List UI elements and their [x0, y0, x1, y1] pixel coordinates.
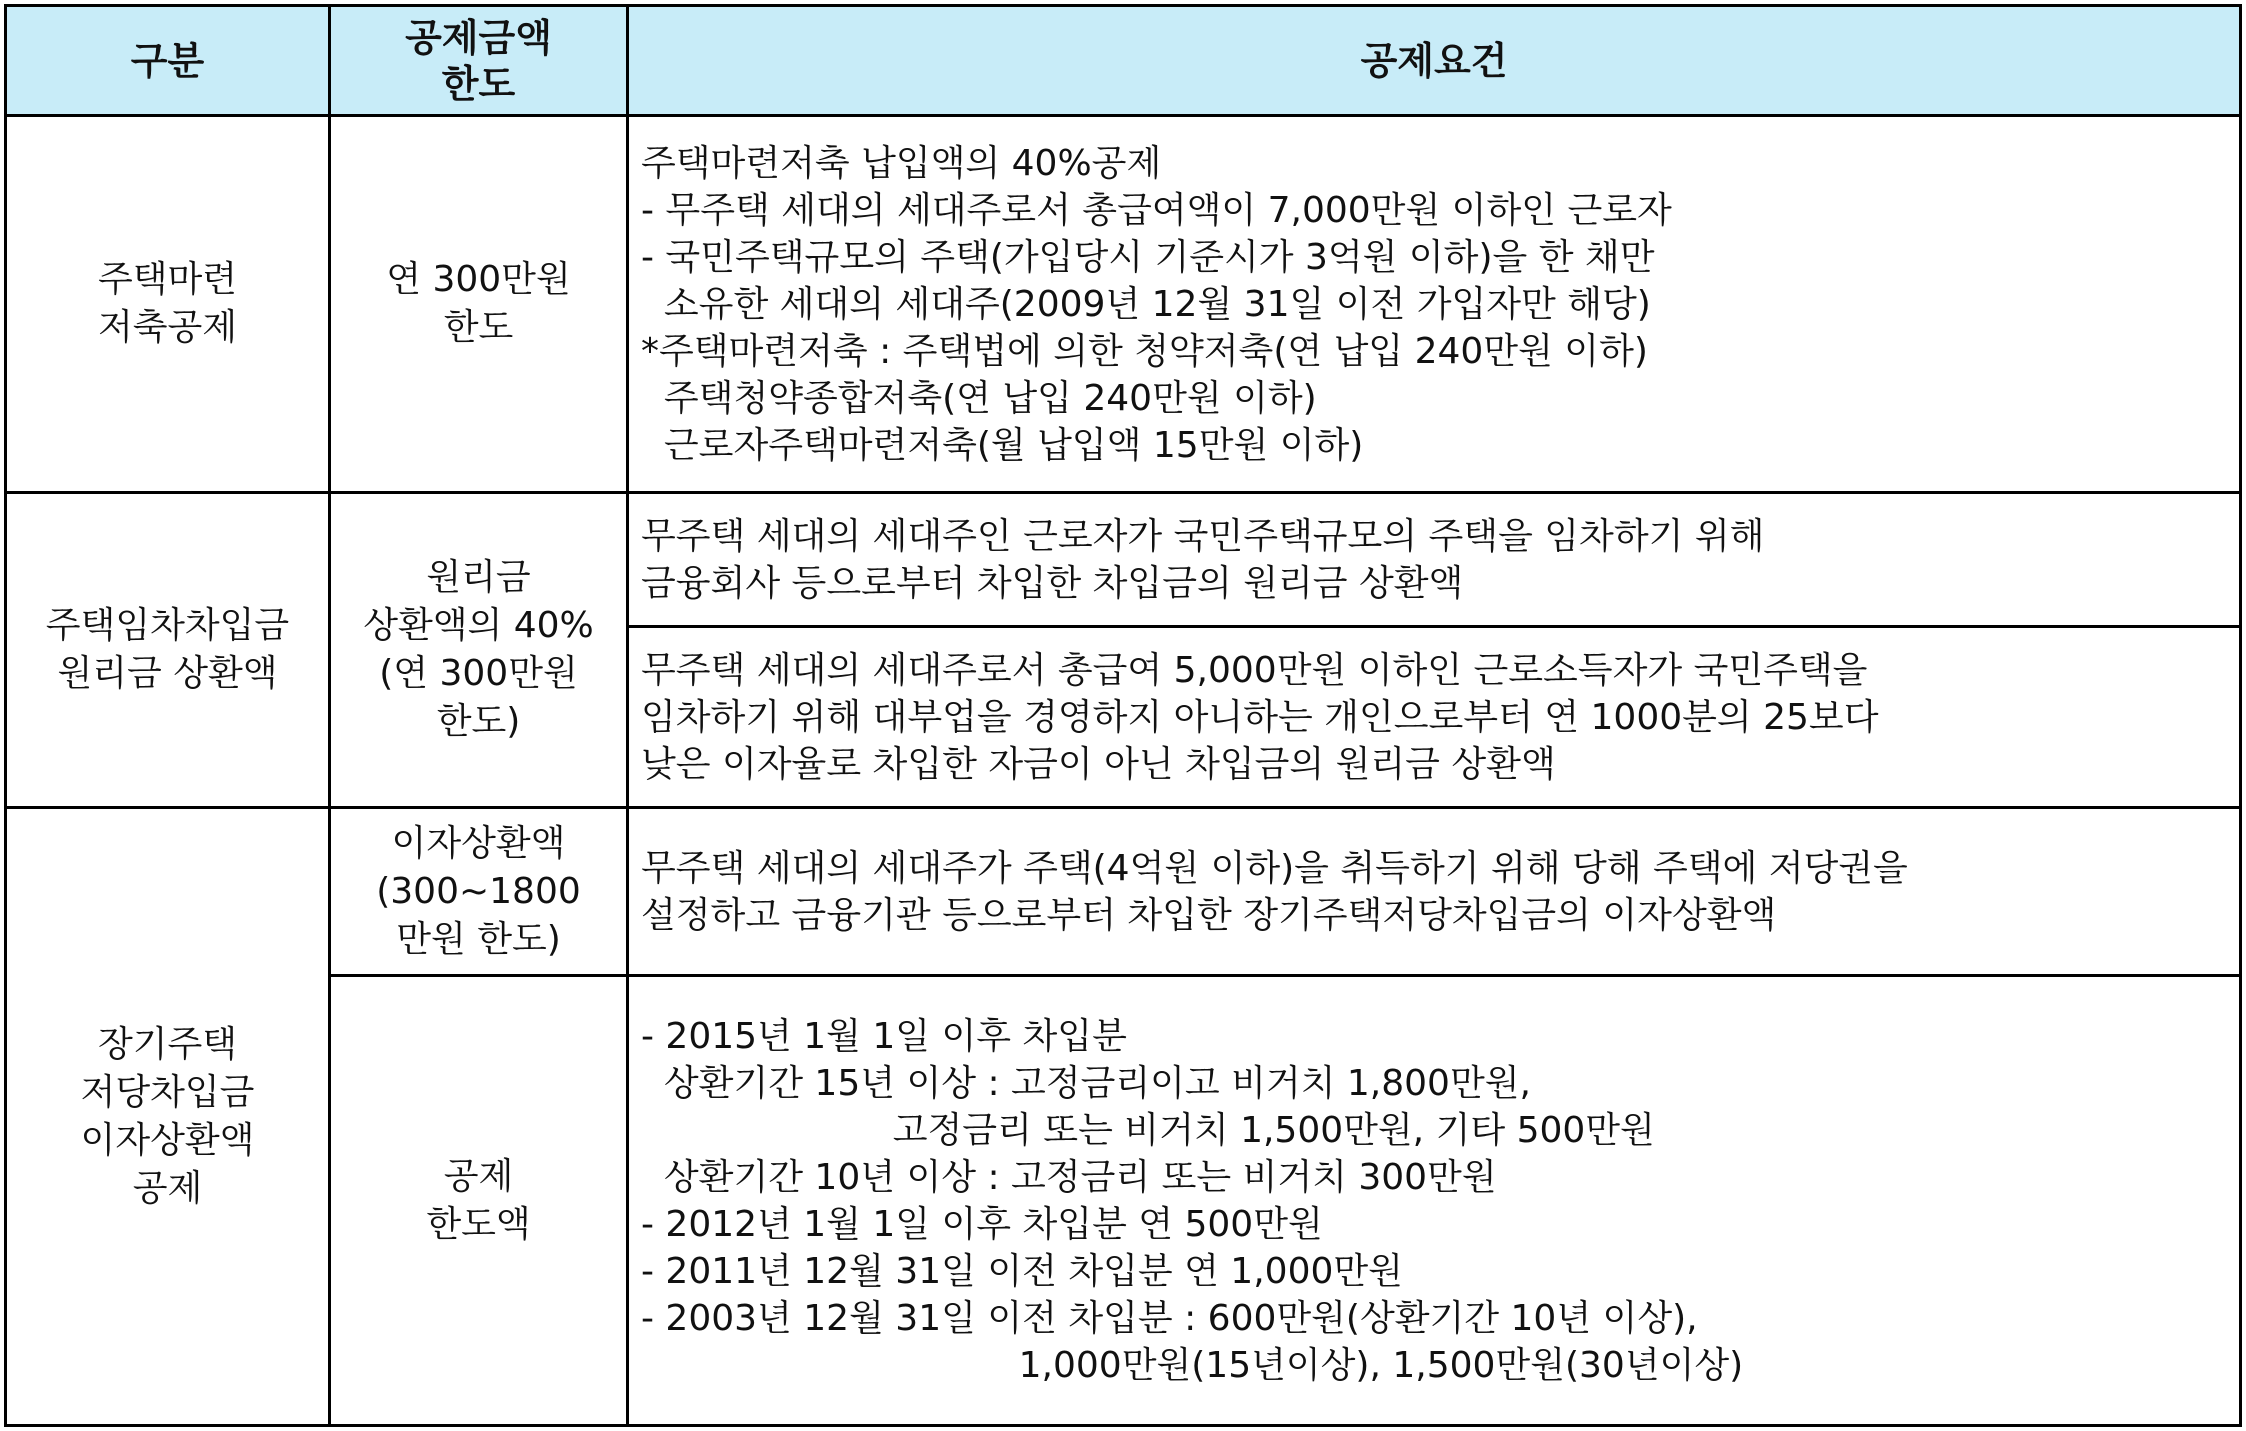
requirement-line: - 무주택 세대의 세대주로서 총급여액이 7,000만원 이하인 근로자: [641, 189, 1672, 231]
category-line: 공제: [132, 1167, 203, 1209]
requirement-line: *주택마련저축 : 주택법에 의한 청약저축(연 납입 240만원 이하): [641, 330, 1648, 372]
requirements-cell: [628, 627, 2241, 808]
requirements-cell: [628, 976, 2241, 1426]
requirement-line: 주택청약종합저축(연 납입 240만원 이하): [641, 377, 1317, 419]
table-row: [6, 493, 2241, 627]
category-line: 주택임차차입금: [45, 605, 290, 646]
header-limit: [330, 6, 628, 116]
limit-line: 만원 한도): [396, 918, 561, 960]
limit-line: (300~1800: [376, 870, 581, 912]
requirement-line: - 2012년 1월 1일 이후 차입분 연 500만원: [641, 1203, 1323, 1245]
requirement-line: 근로자주택마련저축(월 납입액 15만원 이하): [641, 424, 1364, 466]
limit-line: 한도): [436, 701, 521, 742]
category-line: 원리금 상환액: [57, 653, 278, 694]
limit-cell: [330, 116, 628, 493]
limit-cell: [330, 493, 628, 808]
limit-line: 이자상환액: [391, 822, 566, 864]
requirement-line: 임차하기 위해 대부업을 경영하지 아니하는 개인으로부터 연 1000분의 25보다: [641, 696, 1879, 738]
table-row: [6, 116, 2241, 493]
requirement-line: 상환기간 10년 이상 : 고정금리 또는 비거치 300만원: [641, 1156, 1497, 1198]
requirement-line: - 2015년 1월 1일 이후 차입분: [641, 1015, 1127, 1057]
requirement-line: - 2011년 12월 31일 이전 차입분 연 1,000만원: [641, 1250, 1403, 1292]
category-line: 이자상환액: [80, 1119, 255, 1161]
header-limit-line1: 공제금액: [405, 15, 552, 60]
deduction-table: [4, 4, 2242, 1427]
requirement-line: 고정금리 또는 비거치 1,500만원, 기타 500만원: [641, 1109, 1655, 1151]
category-line: 저축공제: [97, 307, 238, 348]
category-line: 저당차입금: [80, 1071, 255, 1113]
requirements-cell: [628, 808, 2241, 976]
requirements-cell: [628, 493, 2241, 627]
header-requirements: 공제요건: [628, 6, 2241, 116]
header-category: 구분: [6, 6, 330, 116]
category-line: 주택마련: [97, 259, 238, 300]
limit-line: 상환액의 40%: [363, 605, 594, 646]
requirement-line: - 국민주택규모의 주택(가입당시 기준시가 3억원 이하)을 한 채만: [641, 236, 1655, 278]
table-row: [6, 808, 2241, 976]
requirement-line: 금융회사 등으로부터 차입한 차입금의 원리금 상환액: [641, 562, 1464, 604]
requirement-line: 상환기간 15년 이상 : 고정금리이고 비거치 1,800만원,: [641, 1062, 1531, 1104]
requirements-cell: [628, 116, 2241, 493]
limit-line: 공제: [443, 1155, 514, 1197]
requirement-line: 낮은 이자율로 차입한 자금이 아닌 차입금의 원리금 상환액: [641, 743, 1556, 785]
limit-cell: [330, 976, 628, 1426]
limit-line: 연 300만원: [386, 259, 571, 300]
category-line: 장기주택: [97, 1023, 238, 1065]
limit-line: 원리금: [426, 557, 531, 598]
requirement-line: 1,000만원(15년이상), 1,500만원(30년이상): [641, 1344, 1744, 1386]
category-cell: [6, 808, 330, 1426]
limit-line: 한도액: [426, 1203, 531, 1245]
limit-line: 한도: [443, 307, 514, 348]
requirement-line: - 2003년 12월 31일 이전 차입분 : 600만원(상환기간 10년 이상),: [641, 1297, 1698, 1339]
header-limit-line2: 한도: [441, 61, 516, 106]
requirement-line: 무주택 세대의 세대주로서 총급여 5,000만원 이하인 근로소득자가 국민주택을: [641, 649, 1868, 691]
header-row: [6, 6, 2241, 116]
requirement-line: 소유한 세대의 세대주(2009년 12월 31일 이전 가입자만 해당): [641, 283, 1651, 325]
requirement-line: 주택마련저축 납입액의 40%공제: [641, 142, 1162, 184]
category-cell: [6, 493, 330, 808]
table-row: [6, 976, 2241, 1426]
requirement-line: 무주택 세대의 세대주인 근로자가 국민주택규모의 주택을 임차하기 위해: [641, 515, 1765, 557]
limit-line: (연 300만원: [379, 653, 578, 694]
requirement-line: 무주택 세대의 세대주가 주택(4억원 이하)을 취득하기 위해 당해 주택에 저당권을: [641, 847, 1908, 889]
limit-cell: [330, 808, 628, 976]
category-cell: [6, 116, 330, 493]
requirement-line: 설정하고 금융기관 등으로부터 차입한 장기주택저당차입금의 이자상환액: [641, 894, 1777, 936]
